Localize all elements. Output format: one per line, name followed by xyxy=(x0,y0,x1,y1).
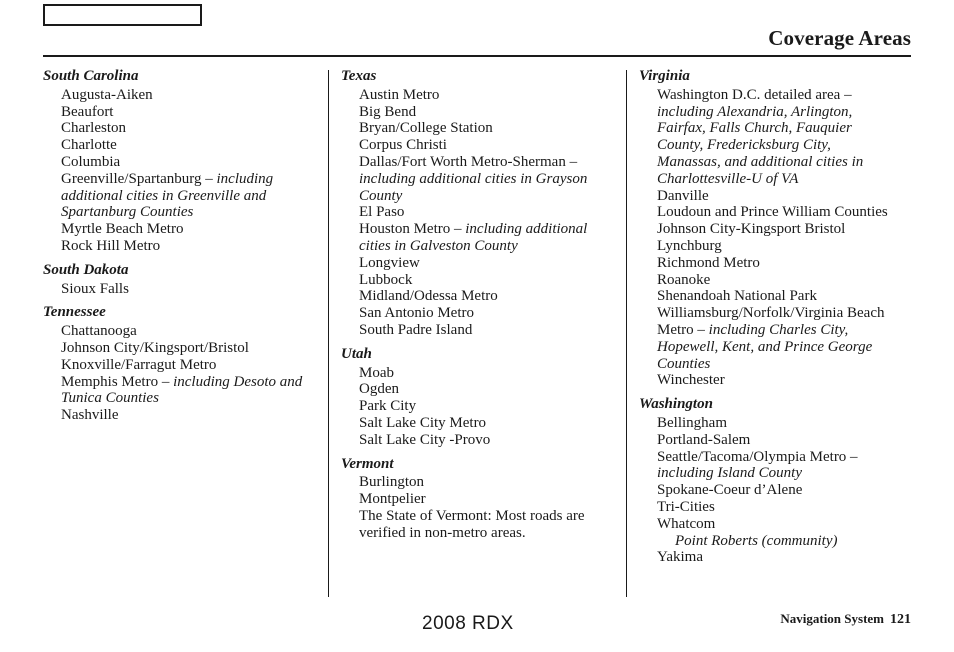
area-name: Johnson City/Kingsport/Bristol xyxy=(61,339,249,356)
coverage-column-2 xyxy=(341,68,613,542)
area-name: Midland/Odessa Metro xyxy=(359,288,498,305)
area-name: Shenandoah National Park xyxy=(657,288,817,305)
area-note: including Alexandria, Arlington, Fairfax, Falls Church, Fauquier County, Fredericksburg City, Manassas, and additional cities in Charlottesville-U of VA xyxy=(657,103,864,187)
area-name: Ogden xyxy=(359,381,399,398)
state-heading: South Dakota xyxy=(43,261,129,278)
state-heading: Virginia xyxy=(639,68,690,84)
area-name: Seattle/Tacoma/Olympia Metro – xyxy=(657,448,858,465)
header-tab-box xyxy=(43,4,202,26)
area-name: Chattanooga xyxy=(61,323,137,340)
coverage-area xyxy=(639,449,897,483)
area-name: Memphis Metro xyxy=(61,373,159,390)
column-divider-1 xyxy=(328,70,329,597)
coverage-area xyxy=(639,305,897,372)
area-name: Whatcom xyxy=(657,515,716,532)
area-name: The State of Vermont: Most roads are verified in non-metro areas. xyxy=(359,507,585,541)
state-heading: Texas xyxy=(341,68,377,84)
coverage-area xyxy=(639,188,897,205)
coverage-area xyxy=(639,432,897,449)
coverage-area xyxy=(341,322,613,339)
coverage-area xyxy=(43,120,313,137)
area-name: Williamsburg/Norfolk/Virginia Beach Metro xyxy=(657,305,885,338)
coverage-area xyxy=(341,398,613,415)
area-name: Roanoke xyxy=(657,271,711,288)
coverage-area xyxy=(341,204,613,221)
area-name: Columbia xyxy=(61,153,121,170)
area-note: – including Charles City, Hopewell, Kent, and Prince George Counties xyxy=(657,321,873,372)
coverage-area xyxy=(43,323,313,340)
coverage-area xyxy=(341,120,613,137)
coverage-area xyxy=(341,272,613,289)
coverage-area xyxy=(341,221,613,255)
coverage-area xyxy=(639,87,897,188)
area-name: Spokane-Coeur d’Alene xyxy=(657,482,803,499)
coverage-area xyxy=(341,87,613,104)
coverage-area xyxy=(639,415,897,432)
coverage-area xyxy=(639,255,897,272)
footer-page-label xyxy=(780,611,911,628)
area-name: El Paso xyxy=(359,204,405,221)
coverage-area xyxy=(341,104,613,121)
area-name: Nashville xyxy=(61,407,119,424)
coverage-area xyxy=(43,104,313,121)
area-name: Bellingham xyxy=(657,414,727,431)
state-heading: Tennessee xyxy=(43,304,106,321)
area-name: Dallas/Fort Worth Metro-Sherman – xyxy=(359,153,578,170)
area-name: Tri-Cities xyxy=(657,498,715,515)
area-name: Austin Metro xyxy=(359,86,440,103)
coverage-area xyxy=(639,372,897,389)
coverage-column-3 xyxy=(639,68,897,566)
coverage-area xyxy=(43,357,313,374)
coverage-area xyxy=(639,238,897,255)
area-name: Greenville/Spartanburg xyxy=(61,170,202,187)
footer-section-name: Navigation System xyxy=(780,611,884,626)
area-name: Houston Metro xyxy=(359,221,451,238)
area-name: Bryan/College Station xyxy=(359,120,493,137)
coverage-area xyxy=(43,171,313,221)
state-heading: South Carolina xyxy=(43,68,139,84)
page-number: 121 xyxy=(890,612,911,627)
area-name: Loudoun and Prince William Counties xyxy=(657,204,888,221)
area-name: Moab xyxy=(359,364,394,381)
area-name: Point Roberts (community) xyxy=(675,532,838,549)
coverage-area xyxy=(341,491,613,508)
coverage-area xyxy=(43,238,313,255)
area-note: – including additional cities in Greenville and Spartanburg Counties xyxy=(61,170,274,221)
coverage-area xyxy=(341,137,613,154)
area-name: Salt Lake City Metro xyxy=(359,414,487,431)
area-name: Portland-Salem xyxy=(657,431,751,448)
area-name: Richmond Metro xyxy=(657,254,760,271)
coverage-area xyxy=(43,221,313,238)
area-name: Rock Hill Metro xyxy=(61,237,161,254)
area-name: Longview xyxy=(359,254,420,271)
coverage-area xyxy=(43,374,313,408)
column-divider-2 xyxy=(626,70,627,597)
area-name: Winchester xyxy=(657,372,725,389)
state-heading: Vermont xyxy=(341,455,394,472)
area-name: Charleston xyxy=(61,120,126,137)
area-name: Knoxville/Farragut Metro xyxy=(61,356,217,373)
coverage-area xyxy=(341,381,613,398)
area-name: Johnson City-Kingsport Bristol xyxy=(657,221,846,238)
area-name: Beaufort xyxy=(61,103,114,120)
coverage-area xyxy=(639,499,897,516)
coverage-area xyxy=(341,432,613,449)
area-name: Park City xyxy=(359,398,417,415)
state-heading: Washington xyxy=(639,396,713,413)
area-name: Washington D.C. detailed area – xyxy=(657,86,852,103)
area-name: Myrtle Beach Metro xyxy=(61,221,184,238)
coverage-area xyxy=(341,508,613,542)
coverage-area xyxy=(43,281,313,298)
coverage-area xyxy=(43,154,313,171)
area-name: Montpelier xyxy=(359,491,426,508)
coverage-area xyxy=(639,516,897,533)
area-name: Augusta-Aiken xyxy=(61,86,153,103)
coverage-area xyxy=(43,407,313,424)
coverage-area xyxy=(341,415,613,432)
area-name: South Padre Island xyxy=(359,321,473,338)
area-name: Danville xyxy=(657,187,709,204)
coverage-column-1 xyxy=(43,68,313,424)
coverage-area xyxy=(341,305,613,322)
coverage-area xyxy=(341,288,613,305)
coverage-area xyxy=(639,272,897,289)
area-note: – including Desoto and Tunica Counties xyxy=(61,373,303,407)
coverage-area xyxy=(341,154,613,204)
coverage-area xyxy=(639,288,897,305)
area-name: Yakima xyxy=(657,549,703,566)
area-name: Corpus Christi xyxy=(359,137,447,154)
coverage-area xyxy=(341,365,613,382)
coverage-area xyxy=(341,474,613,491)
coverage-area xyxy=(43,87,313,104)
footer-model-label: 2008 RDX xyxy=(422,613,514,634)
coverage-area xyxy=(639,482,897,499)
area-name: Big Bend xyxy=(359,103,417,120)
area-name: Salt Lake City -Provo xyxy=(359,431,491,448)
area-note: including additional cities in Grayson County xyxy=(359,170,588,204)
coverage-area xyxy=(43,137,313,154)
area-note: including Island County xyxy=(657,465,802,482)
coverage-area xyxy=(639,549,897,566)
area-name: Lynchburg xyxy=(657,237,722,254)
area-name: Sioux Falls xyxy=(61,280,129,297)
area-name: Lubbock xyxy=(359,271,413,288)
area-note: – including additional cities in Galveston County xyxy=(359,221,588,254)
area-name: Burlington xyxy=(359,474,425,491)
coverage-area xyxy=(639,221,897,238)
coverage-subarea xyxy=(639,533,897,550)
area-name: San Antonio Metro xyxy=(359,305,474,322)
coverage-area xyxy=(43,340,313,357)
coverage-area xyxy=(341,255,613,272)
page-title: Coverage Areas xyxy=(768,26,911,50)
header-divider xyxy=(43,55,911,57)
state-heading: Utah xyxy=(341,345,372,362)
area-name: Charlotte xyxy=(61,137,117,154)
coverage-area xyxy=(639,204,897,221)
